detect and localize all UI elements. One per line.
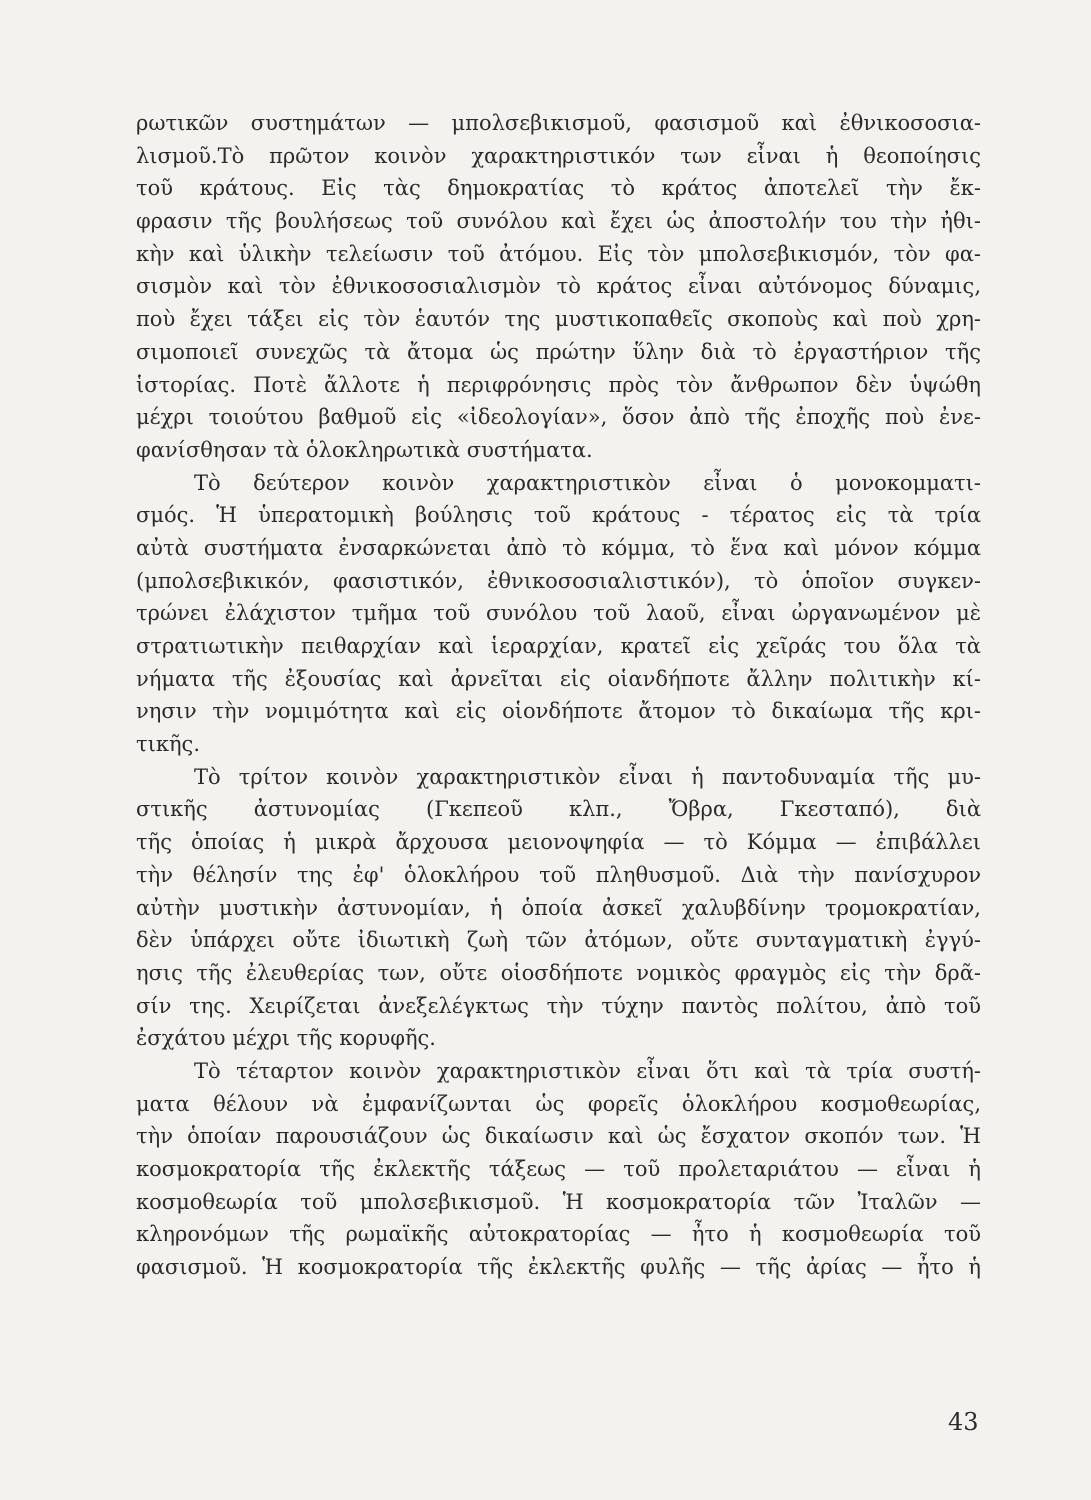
text-line: δὲν ὑπάρχει οὔτε ἰδιωτικὴ ζωὴ τῶν ἀτόμων, οὔτε συνταγματικὴ ἐγγύ-: [136, 928, 981, 953]
text-line: ἱστορίας. Ποτὲ ἄλλοτε ἡ περιφρόνησις πρὸς τὸν ἄνθρωπον δὲν ὑψώθη: [136, 372, 981, 397]
text-line: τοῦ κράτους. Εἰς τὰς δημοκρατίας τὸ κράτος ἀποτελεῖ τὴν ἔκ-: [136, 176, 981, 201]
text-line: ησις τῆς ἐλευθερίας των, οὔτε οἱοσδήποτε νομικὸς φραγμὸς εἰς τὴν δρᾶ-: [136, 960, 981, 985]
text-line: κοσμοκρατορία τῆς ἐκλεκτῆς τάξεως — τοῦ προλεταριάτου — εἶναι ἡ: [136, 1157, 981, 1181]
text-line: μέχρι τοιούτου βαθμοῦ εἰς «ἰδεολογίαν», ὅσον ἀπὸ τῆς ἐποχῆς ποὺ ἐνε-: [136, 405, 981, 430]
text-line: κληρονόμων τῆς ρωμαϊκῆς αὐτοκρατορίας — ἦτο ἡ κοσμοθεωρία τοῦ: [136, 1222, 981, 1247]
text-line: τῆς ὁποίας ἡ μικρὰ ἄρχουσα μειονοψηφία — τὸ Κόμμα — ἐπιβάλλει: [136, 830, 981, 855]
text-line: Τὸ τέταρτον κοινὸν χαρακτηριστικὸν εἶναι ὅτι καὶ τὰ τρία συστή-: [194, 1058, 981, 1083]
text-line: τικῆς.: [136, 732, 200, 757]
text-line: σίν της. Χειρίζεται ἀνεξελέγκτως τὴν τύχην παντὸς πολίτου, ἀπὸ τοῦ: [136, 993, 981, 1018]
text-line: νήματα τῆς ἐξουσίας καὶ ἀρνεῖται εἰς οἱανδήποτε ἄλλην πολιτικὴν κί-: [136, 666, 981, 691]
text-line: λισμοῦ.Τὸ πρῶτον κοινὸν χαρακτηριστικόν των εἶναι ἡ θεοποίησις: [136, 143, 981, 168]
page-number: 43: [948, 1408, 979, 1436]
text-line: τὴν ὁποίαν παρουσιάζουν ὡς δικαίωσιν καὶ ὡς ἔσχατον σκοπόν των. Ἡ: [136, 1124, 981, 1149]
text-line: φανίσθησαν τὰ ὁλοκληρωτικὰ συστήματα.: [136, 437, 593, 462]
text-line: Τὸ δεύτερον κοινὸν χαρακτηριστικὸν εἶναι ὁ μονοκομματι-: [194, 470, 981, 495]
text-line: φασισμοῦ. Ἡ κοσμοκρατορία τῆς ἐκλεκτῆς φυλῆς — τῆς ἀρίας — ἦτο ἡ: [136, 1255, 981, 1280]
text-line: τρώνει ἐλάχιστον τμῆμα τοῦ συνόλου τοῦ λαοῦ, εἶναι ὠργανωμένον μὲ: [136, 601, 981, 626]
text-line: σισμὸν καὶ τὸν ἐθνικοσοσιαλισμὸν τὸ κράτος εἶναι αὐτόνομος δύναμις,: [136, 274, 981, 299]
text-line: στικῆς ἀστυνομίας (Γκεπεοῦ κλπ., Ὄβρα, Γκεσταπό), διὰ: [136, 797, 981, 822]
text-line: στρατιωτικὴν πειθαρχίαν καὶ ἱεραρχίαν, κρατεῖ εἰς χεῖράς του ὅλα τὰ: [136, 634, 981, 658]
text-line: αὐτὰ συστήματα ἐνσαρκώνεται ἀπὸ τὸ κόμμα, τὸ ἕνα καὶ μόνον κόμμα: [136, 535, 981, 560]
body-text: [136, 107, 981, 1284]
text-line: αὐτὴν μυστικὴν ἀστυνομίαν, ἡ ὁποία ἀσκεῖ χαλυβδίνην τρομοκρατίαν,: [136, 895, 981, 920]
text-line: σιμοποιεῖ συνεχῶς τὰ ἄτομα ὡς πρώτην ὕλην διὰ τὸ ἐργαστήριον τῆς: [136, 339, 981, 364]
text-line: νησιν τὴν νομιμότητα καὶ εἰς οἱονδήποτε ἄτομον τὸ δικαίωμα τῆς κρι-: [136, 699, 981, 724]
text-line: φρασιν τῆς βουλήσεως τοῦ συνόλου καὶ ἔχει ὡς ἀποστολήν του τὴν ἠθι-: [136, 209, 981, 234]
text-line: ρωτικῶν συστημάτων — μπολσεβικισμοῦ, φασισμοῦ καὶ ἐθνικοσοσια-: [136, 111, 981, 135]
text-line: Τὸ τρίτον κοινὸν χαρακτηριστικὸν εἶναι ἡ παντοδυναμία τῆς μυ-: [194, 764, 981, 789]
text-line: κὴν καὶ ὑλικὴν τελείωσιν τοῦ ἀτόμου. Εἰς τὸν μπολσεβικισμόν, τὸν φα-: [136, 241, 981, 266]
text-line: σμός. Ἡ ὑπερατομικὴ βούλησις τοῦ κράτους - τέρατος εἰς τὰ τρία: [136, 503, 981, 528]
text-line: κοσμοθεωρία τοῦ μπολσεβικισμοῦ. Ἡ κοσμοκρατορία τῶν Ἰταλῶν —: [136, 1189, 981, 1214]
text-line: ποὺ ἔχει τάξει εἰς τὸν ἑαυτόν της μυστικοπαθεῖς σκοποὺς καὶ ποὺ χρη-: [136, 307, 981, 332]
text-line: ἐσχάτου μέχρι τῆς κορυφῆς.: [136, 1026, 436, 1051]
text-line: τὴν θέλησίν της ἐφ' ὁλοκλήρου τοῦ πληθυσμοῦ. Διὰ τὴν πανίσχυρον: [136, 862, 981, 887]
text-line: (μπολσεβικικόν, φασιστικόν, ἐθνικοσοσιαλιστικόν), τὸ ὁποῖον συγκεν-: [136, 568, 981, 593]
text-line: ματα θέλουν νὰ ἐμφανίζωνται ὡς φορεῖς ὁλοκλήρου κοσμοθεωρίας,: [136, 1091, 981, 1116]
